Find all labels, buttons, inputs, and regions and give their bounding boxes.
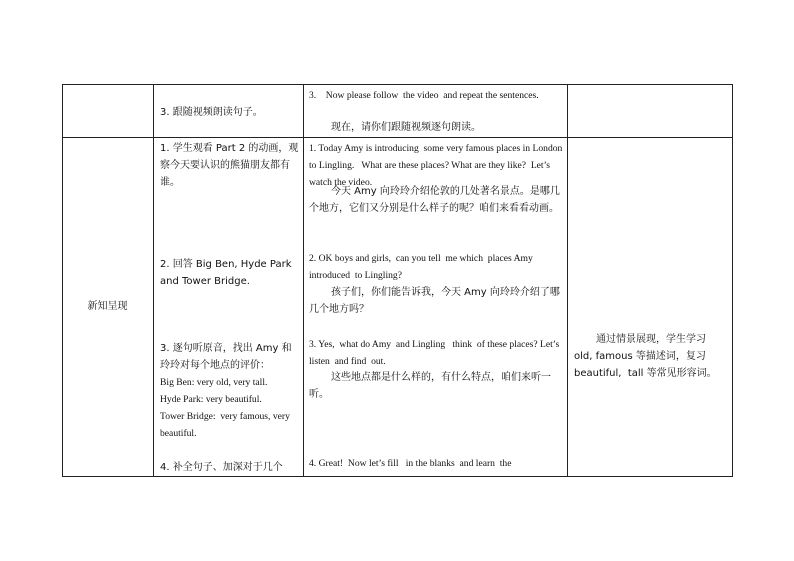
teacher-activity-1-cn: 今天 Amy 向玲玲介绍伦敦的几处著名景点。是哪几个地方，它们又分别是什么样子的呢？咱们来看看动画。: [309, 186, 560, 214]
teacher-activity-1-en: 1. Today Amy is introducing some very famous places in London to Lingling. What are these places? What are they like? Let’s watch the video.: [309, 143, 565, 188]
column-divider-3: [567, 84, 568, 477]
table-top-border: [62, 84, 733, 85]
teacher-activity-2-en: 2. OK boys and girls, can you tell me which places Amy introduced to Lingling?: [309, 253, 536, 281]
student-activity-3-intro: 3. 逐句听原音，找出 Amy 和玲玲对每个地点的评价：: [160, 343, 292, 371]
teacher-activity-3-en: 3. Yes, what do Amy and Lingling think of these places? Let’s listen and find out.: [309, 339, 562, 367]
row-divider: [62, 137, 733, 138]
student-activity-3-item: Hyde Park: very beautiful.: [160, 394, 262, 405]
row1-teacher-activity-cn: 现在，请你们跟随视频逐句朗读。: [331, 122, 481, 133]
student-activity-3-item: Big Ben: very old, very tall.: [160, 377, 268, 388]
table-right-border: [732, 84, 733, 477]
student-activity-4: 4. 补全句子、加深对于几个: [160, 462, 283, 473]
student-activity-2: 2. 回答 Big Ben, Hyde Park and Tower Bridge.: [160, 259, 295, 287]
design-purpose: 通过情景展现，学生学习 old, famous 等描述词，复习 beautiful, tall 等常见形容词。: [574, 334, 717, 379]
teacher-activity-3-cn: 这些地点都是什么样的，有什么特点，咱们来听一听。: [309, 372, 551, 400]
table-left-border: [62, 84, 63, 477]
column-divider-2: [303, 84, 304, 477]
student-activity-1: 1. 学生观看 Part 2 的动画，观察今天要认识的熊猫朋友都有谁。: [160, 143, 299, 188]
teacher-activity-2-cn: 孩子们，你们能告诉我，今天 Amy 向玲玲介绍了哪几个地方吗？: [309, 287, 560, 315]
table-bottom-border: [62, 476, 733, 477]
row1-student-activity: 3. 跟随视频朗读句子。: [160, 107, 263, 118]
row1-teacher-activity-en: 3. Now please follow the video and repeat the sentences.: [309, 90, 539, 101]
student-activity-3-item: Tower Bridge: very famous, very beautiful.: [160, 411, 293, 439]
teacher-activity-4-en: 4. Great! Now let’s fill in the blanks and learn the: [309, 458, 512, 469]
stage-label: 新知呈现: [87, 301, 128, 312]
column-divider-1: [153, 84, 154, 477]
